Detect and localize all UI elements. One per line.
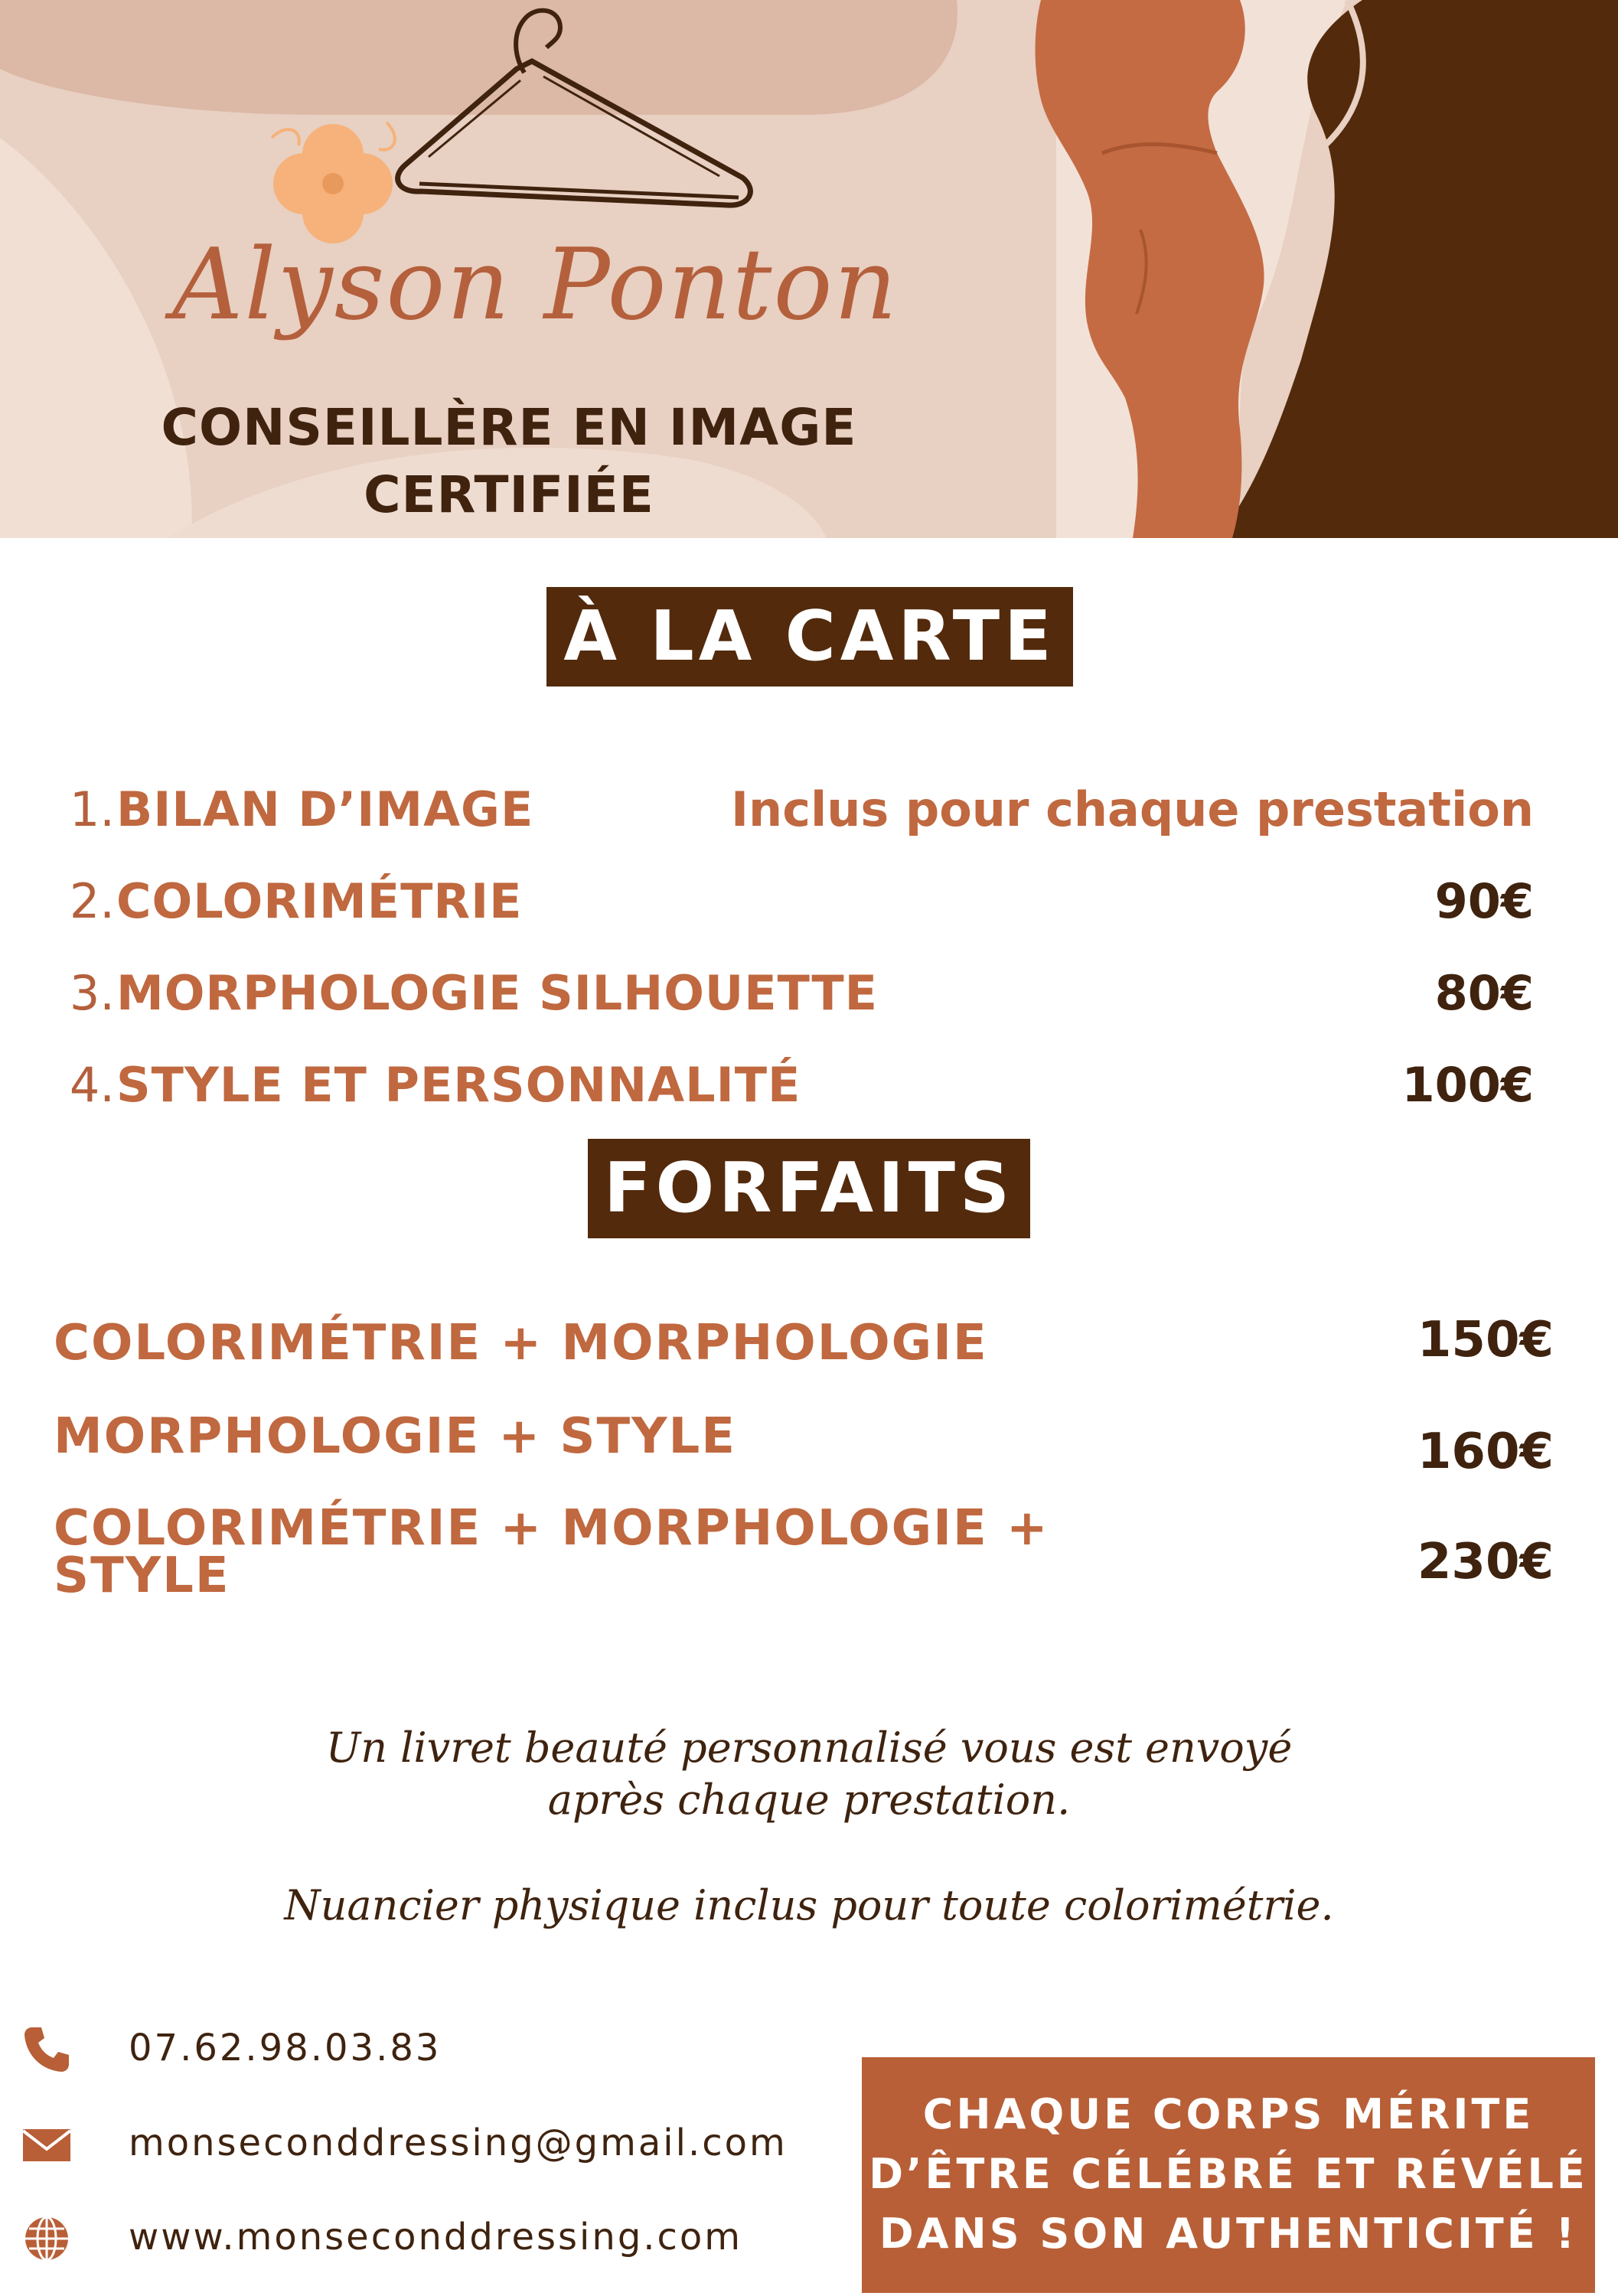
silhouette-illustration xyxy=(987,0,1278,538)
package-price: 160€ xyxy=(1417,1424,1554,1480)
tagline-line-1: CHAQUE CORPS MÉRITE xyxy=(922,2090,1535,2138)
email-address[interactable]: monseconddressing@gmail.com xyxy=(129,2122,788,2164)
item-name: COLORIMÉTRIE xyxy=(116,873,523,929)
item-price: Inclus pour chaque prestation xyxy=(730,781,1534,837)
subtitle-line-1: CONSEILLÈRE EN IMAGE xyxy=(161,398,857,457)
tagline-line-2: D’ÊTRE CÉLÉBRÉ ET RÉVÉLÉ xyxy=(869,2150,1588,2198)
header-banner xyxy=(0,0,1618,538)
website-link[interactable]: www.monseconddressing.com xyxy=(129,2216,743,2258)
list-item xyxy=(0,871,1534,932)
header-subtitle xyxy=(115,394,903,529)
note-line-2: après chaque prestation. xyxy=(547,1776,1071,1824)
list-item xyxy=(0,779,1534,840)
item-number: 4. xyxy=(69,1057,115,1113)
item-number: 1. xyxy=(69,781,115,837)
item-number: 2. xyxy=(69,873,115,929)
package-name: COLORIMÉTRIE + MORPHOLOGIE xyxy=(54,1315,988,1371)
globe-icon xyxy=(21,2213,72,2264)
note-line-1: Un livret beauté personnalisé vous est envoyé xyxy=(325,1724,1293,1772)
item-name: MORPHOLOGIE SILHOUETTE xyxy=(116,965,878,1021)
item-number: 3. xyxy=(69,965,115,1021)
item-price: 100€ xyxy=(1401,1057,1534,1113)
item-price: 80€ xyxy=(1434,965,1534,1021)
signature-logo: Alyson Ponton xyxy=(172,228,899,342)
package-name-line-1: COLORIMÉTRIE + MORPHOLOGIE + xyxy=(54,1500,1049,1557)
tagline-line-3: DANS SON AUTHENTICITÉ ! xyxy=(879,2210,1578,2258)
phone-number[interactable]: 07.62.98.03.83 xyxy=(129,2027,442,2069)
package-name-line-2: STYLE xyxy=(54,1548,230,1604)
tagline-box xyxy=(862,2057,1595,2293)
section-title-a-la-carte: À LA CARTE xyxy=(546,587,1073,687)
item-name: STYLE ET PERSONNALITÉ xyxy=(116,1057,801,1113)
subtitle-line-2: CERTIFIÉE xyxy=(364,465,654,524)
phone-icon xyxy=(21,2024,72,2075)
package-name: MORPHOLOGIE + STYLE xyxy=(54,1408,736,1465)
item-name: BILAN D’IMAGE xyxy=(116,781,534,837)
list-item xyxy=(0,963,1534,1024)
package-price: 150€ xyxy=(1417,1312,1554,1368)
note-line-3: Nuancier physique inclus pour toute colorimétrie. xyxy=(284,1881,1334,1929)
section-title-forfaits: FORFAITS xyxy=(588,1139,1030,1238)
hanger-icon xyxy=(360,0,773,230)
item-price: 90€ xyxy=(1434,873,1534,929)
list-item xyxy=(0,1055,1534,1116)
mail-icon xyxy=(21,2120,72,2170)
package-price: 230€ xyxy=(1417,1534,1554,1590)
